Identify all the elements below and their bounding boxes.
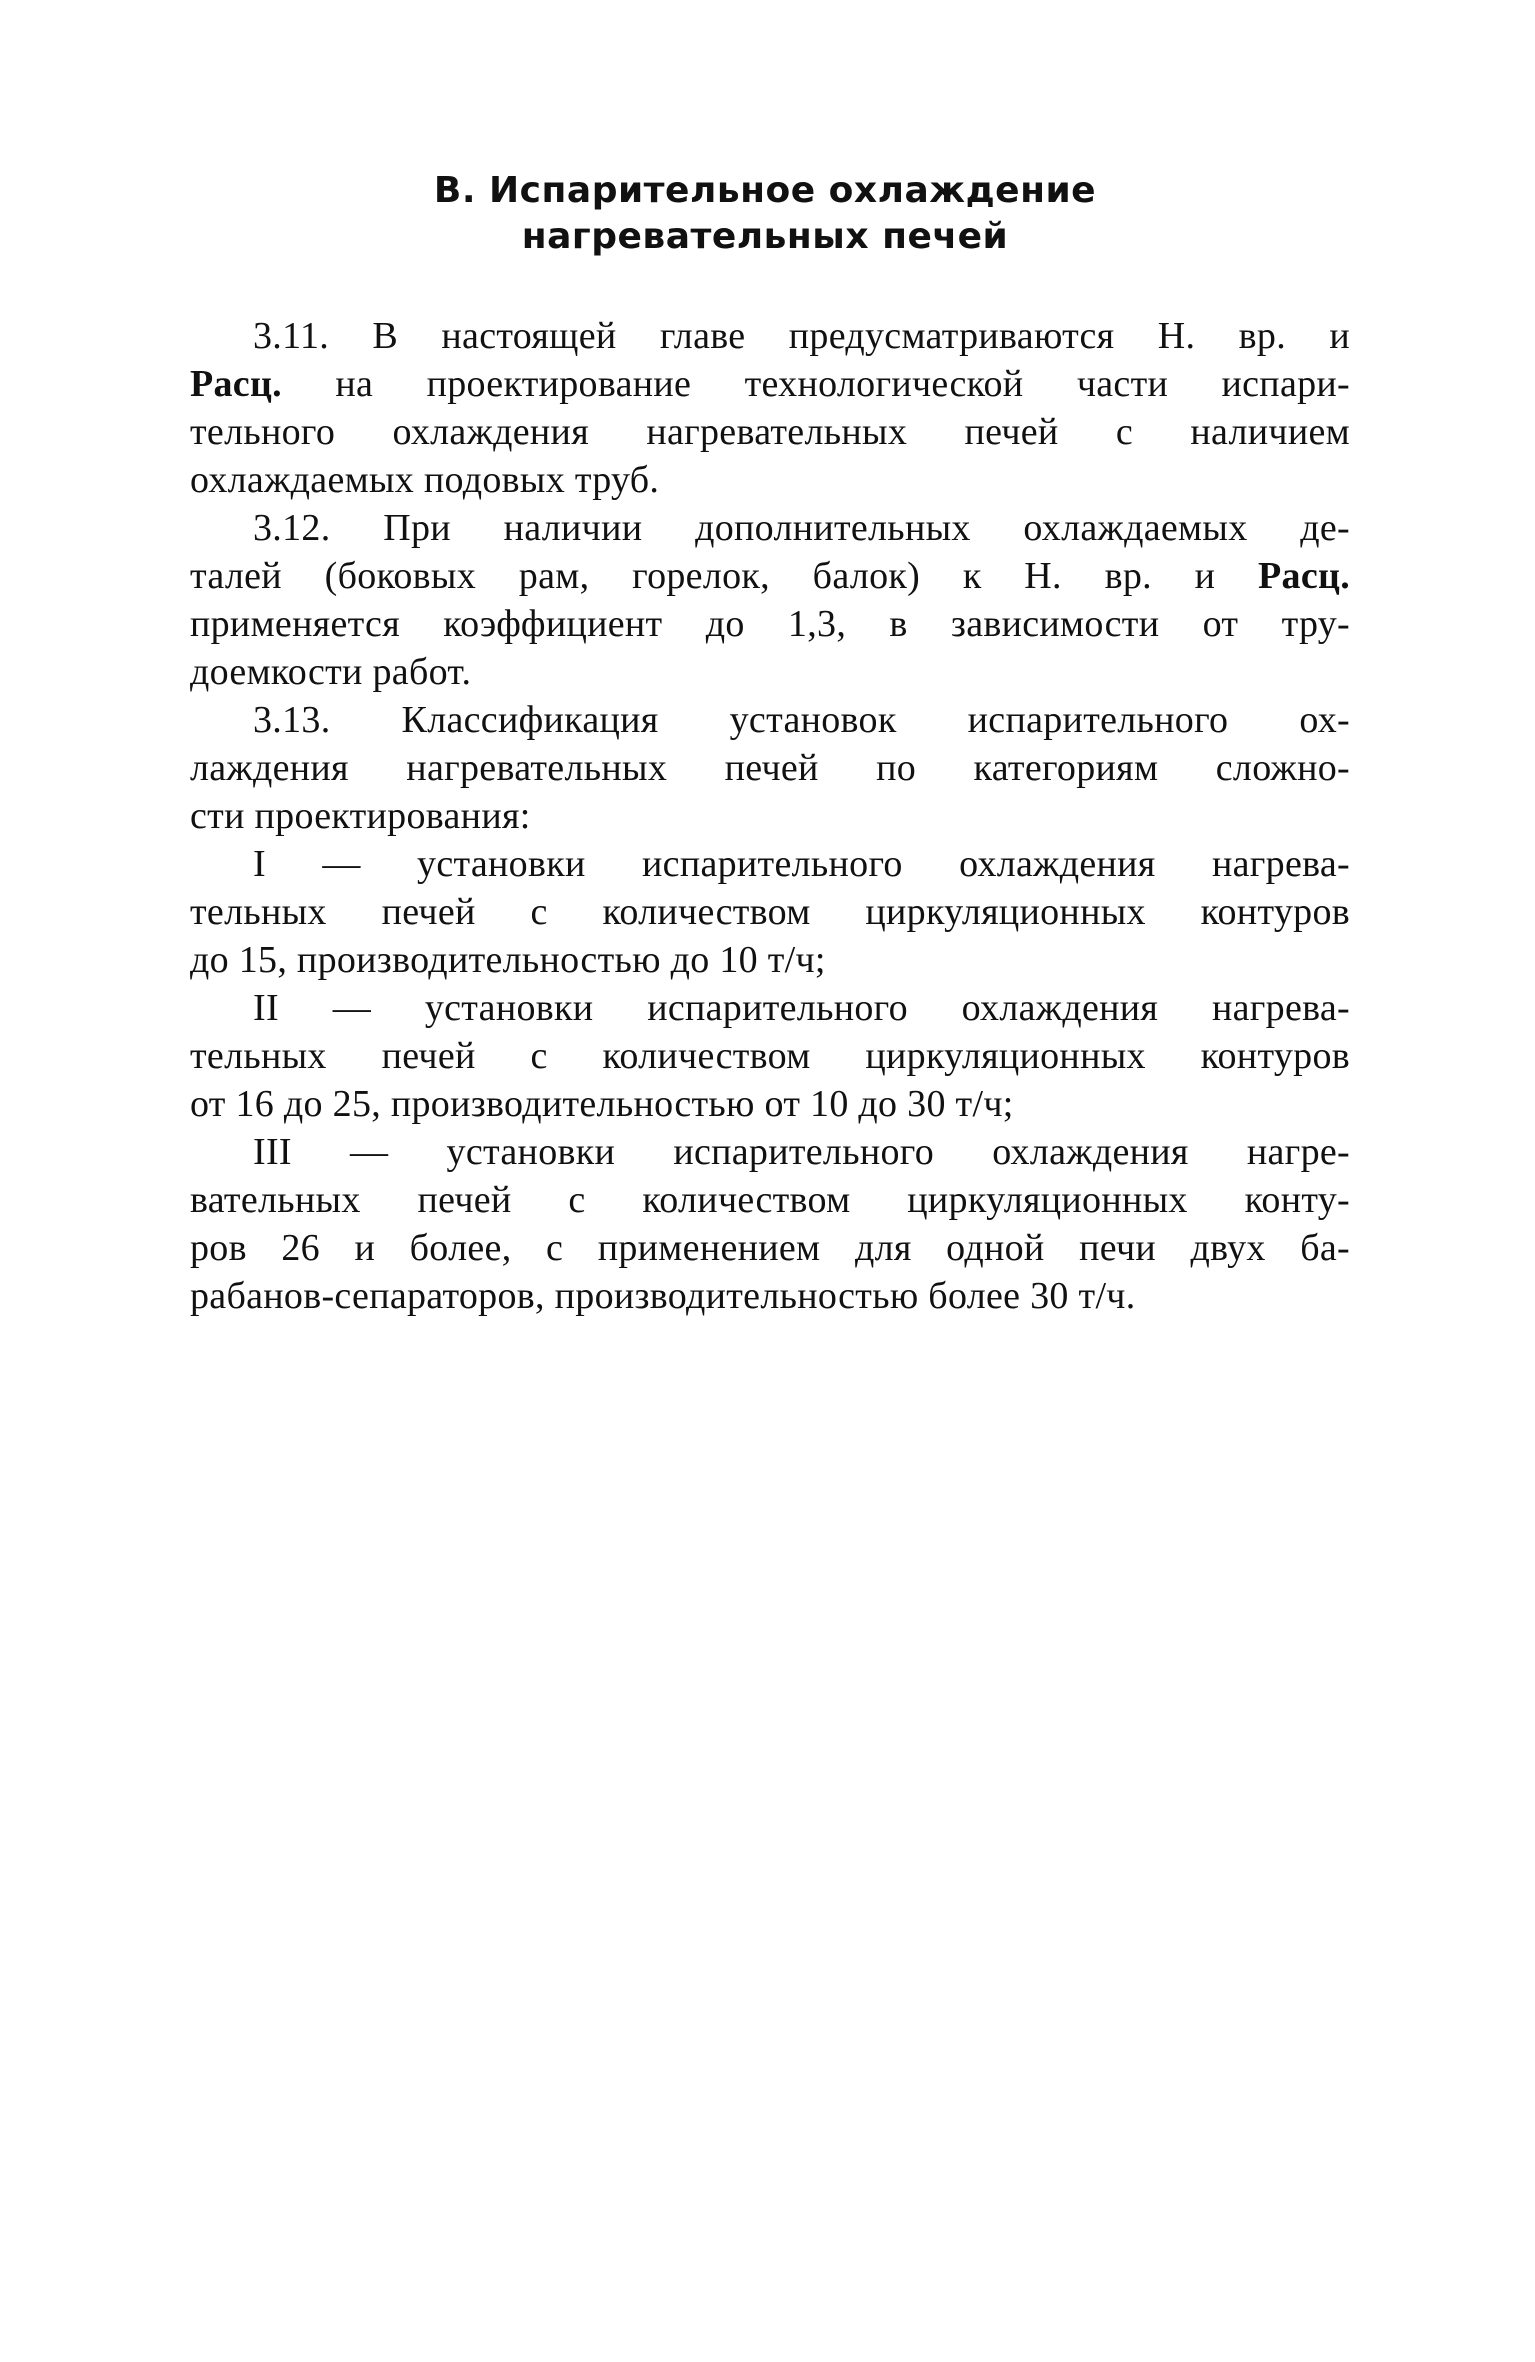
- text-line: I — установки испарительного охлаждения нагрева-: [253, 843, 1350, 885]
- text-run: талей (боковых рам, горелок, балок) к Н. вр. и: [190, 555, 1259, 597]
- text-line: тельных печей с количеством циркуляционных контуров: [190, 1035, 1350, 1077]
- category-2: [190, 984, 1350, 1128]
- text-line: 3.12. При наличии дополнительных охлаждаемых де-: [253, 507, 1350, 549]
- text-line: тельных печей с количеством циркуляционных контуров: [190, 891, 1350, 933]
- text-line: вательных печей с количеством циркуляционных конту-: [190, 1179, 1350, 1221]
- text-line: охлаждаемых подовых труб.: [190, 459, 660, 501]
- text-line: ров 26 и более, с применением для одной печи двух ба-: [190, 1227, 1350, 1269]
- text-line: [190, 360, 1350, 408]
- text-line: рабанов-сепараторов, производительностью более 30 т/ч.: [190, 1275, 1136, 1317]
- text-line: доемкости работ.: [190, 651, 472, 693]
- text-line: тельного охлаждения нагревательных печей с наличием: [190, 411, 1350, 453]
- text-line: лаждения нагревательных печей по категориям сложно-: [190, 747, 1350, 789]
- text-line: III — установки испарительного охлаждения нагре-: [253, 1131, 1350, 1173]
- category-1: [190, 840, 1350, 984]
- paragraph-3-12: [190, 504, 1350, 696]
- text-line: сти проектирования:: [190, 795, 531, 837]
- section-heading: [190, 168, 1340, 260]
- paragraph-3-11: [190, 312, 1350, 504]
- text-run: на проектирование технологической части испари-: [281, 363, 1350, 405]
- text-line: II — установки испарительного охлаждения нагрева-: [253, 987, 1350, 1029]
- text-line: применяется коэффициент до 1,3, в зависимости от тру-: [190, 603, 1350, 645]
- paragraph-3-13: [190, 696, 1350, 840]
- text-line: до 15, производительностью до 10 т/ч;: [190, 939, 826, 981]
- text-line: 3.13. Классификация установок испарительного ох-: [253, 699, 1350, 741]
- section-title-line-2: нагревательных печей: [521, 216, 1009, 257]
- section-title-line-1: В. Испарительное охлаждение: [433, 170, 1097, 211]
- text-line: [190, 552, 1350, 600]
- document-body: [190, 312, 1350, 1320]
- text-line: от 16 до 25, производительностью от 10 до 30 т/ч;: [190, 1083, 1014, 1125]
- category-3: [190, 1128, 1350, 1320]
- text-line: 3.11. В настоящей главе предусматриваются Н. вр. и: [253, 315, 1350, 357]
- bold-term: Расц.: [190, 363, 282, 405]
- bold-term: Расц.: [1258, 555, 1350, 597]
